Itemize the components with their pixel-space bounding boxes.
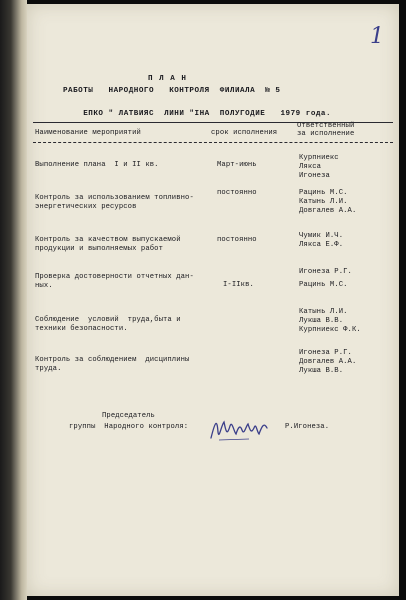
activity-deadline: Март-июнь — [217, 161, 257, 169]
responsible-person: Довгалев А.А. — [299, 207, 357, 215]
responsible-person: Ляксa — [299, 163, 322, 171]
activity-name: Контроль за качеством выпускаемой — [35, 236, 181, 244]
activity-name: Контроль за использованием топливно- — [35, 194, 194, 202]
handwritten-signature — [209, 412, 271, 448]
responsible-person: Чумик И.Ч. — [299, 232, 344, 240]
responsible-person: Довгалев А.А. — [299, 358, 357, 366]
activity-name: Контроль за соблюдением дисциплины — [35, 356, 190, 364]
title-half-year-roman: I — [194, 110, 200, 119]
activity-name-cont: продукции и выполняемых работ — [35, 245, 163, 253]
column-header-activity: Наименование мероприятий — [35, 129, 141, 137]
activity-deadline: I-IIкв. — [223, 281, 254, 289]
title-line2: РАБОТЫ НАРОДНОГО КОНТРОЛЯ ФИЛИАЛА № 5 — [63, 87, 281, 95]
document-page — [27, 4, 399, 596]
activity-name: Выполнение плана I и II кв. — [35, 161, 159, 169]
activity-name-cont: энергетических ресурсов — [35, 203, 137, 211]
activity-name-cont: труда. — [35, 365, 62, 373]
responsible-person: Курпниекс Ф.К. — [299, 326, 361, 334]
activity-name: Проверка достоверности отчетных дан- — [35, 273, 194, 281]
column-header-responsible-1: Ответственный — [297, 122, 355, 130]
title-plan: П Л А Н — [148, 75, 187, 83]
responsible-person: Рацинь М.С. — [299, 189, 348, 197]
responsible-person: Ляксa Е.Ф. — [299, 241, 344, 249]
responsible-person: Игонеза Р.Г. — [299, 349, 352, 357]
activity-deadline: постоянно — [217, 189, 257, 197]
signatory-role-line1: Председатель — [102, 412, 155, 420]
column-header-responsible-2: за исполнение — [297, 130, 355, 138]
responsible-person: Лукша В.В. — [299, 367, 344, 375]
binding-spine — [0, 0, 27, 600]
responsible-person: Курпниекс — [299, 154, 339, 162]
column-header-deadline: срок исполнения — [211, 129, 278, 137]
signature-scribble-icon — [209, 412, 271, 442]
signatory-role-line2: группы Народного контроля: — [69, 423, 189, 431]
responsible-person: Лукша В.В. — [299, 317, 344, 325]
responsible-person: Рацинь М.С. — [299, 281, 348, 289]
responsible-person: Игонеза Р.Г. — [299, 268, 352, 276]
activity-deadline: постоянно — [217, 236, 257, 244]
responsible-person: Катынь Л.И. — [299, 308, 348, 316]
activity-name: Соблюдение условий труда,быта и — [35, 316, 181, 324]
activity-name-cont: ных. — [35, 282, 53, 290]
activity-name-cont: техники безопасности. — [35, 325, 128, 333]
responsible-person: Катынь Л.И. — [299, 198, 348, 206]
header-bottom-rule — [33, 142, 393, 143]
title-period: НА ПОЛУГОДИЕ 1979 года. — [199, 110, 332, 119]
responsible-person: Игонеза — [299, 172, 330, 180]
title-org: ЕПКО " ЛАТВИЯС ЛИНИ " — [83, 110, 195, 119]
page-number-handwritten: 1 — [370, 24, 384, 49]
signatory-name: Р.Игонеза. — [285, 423, 330, 431]
